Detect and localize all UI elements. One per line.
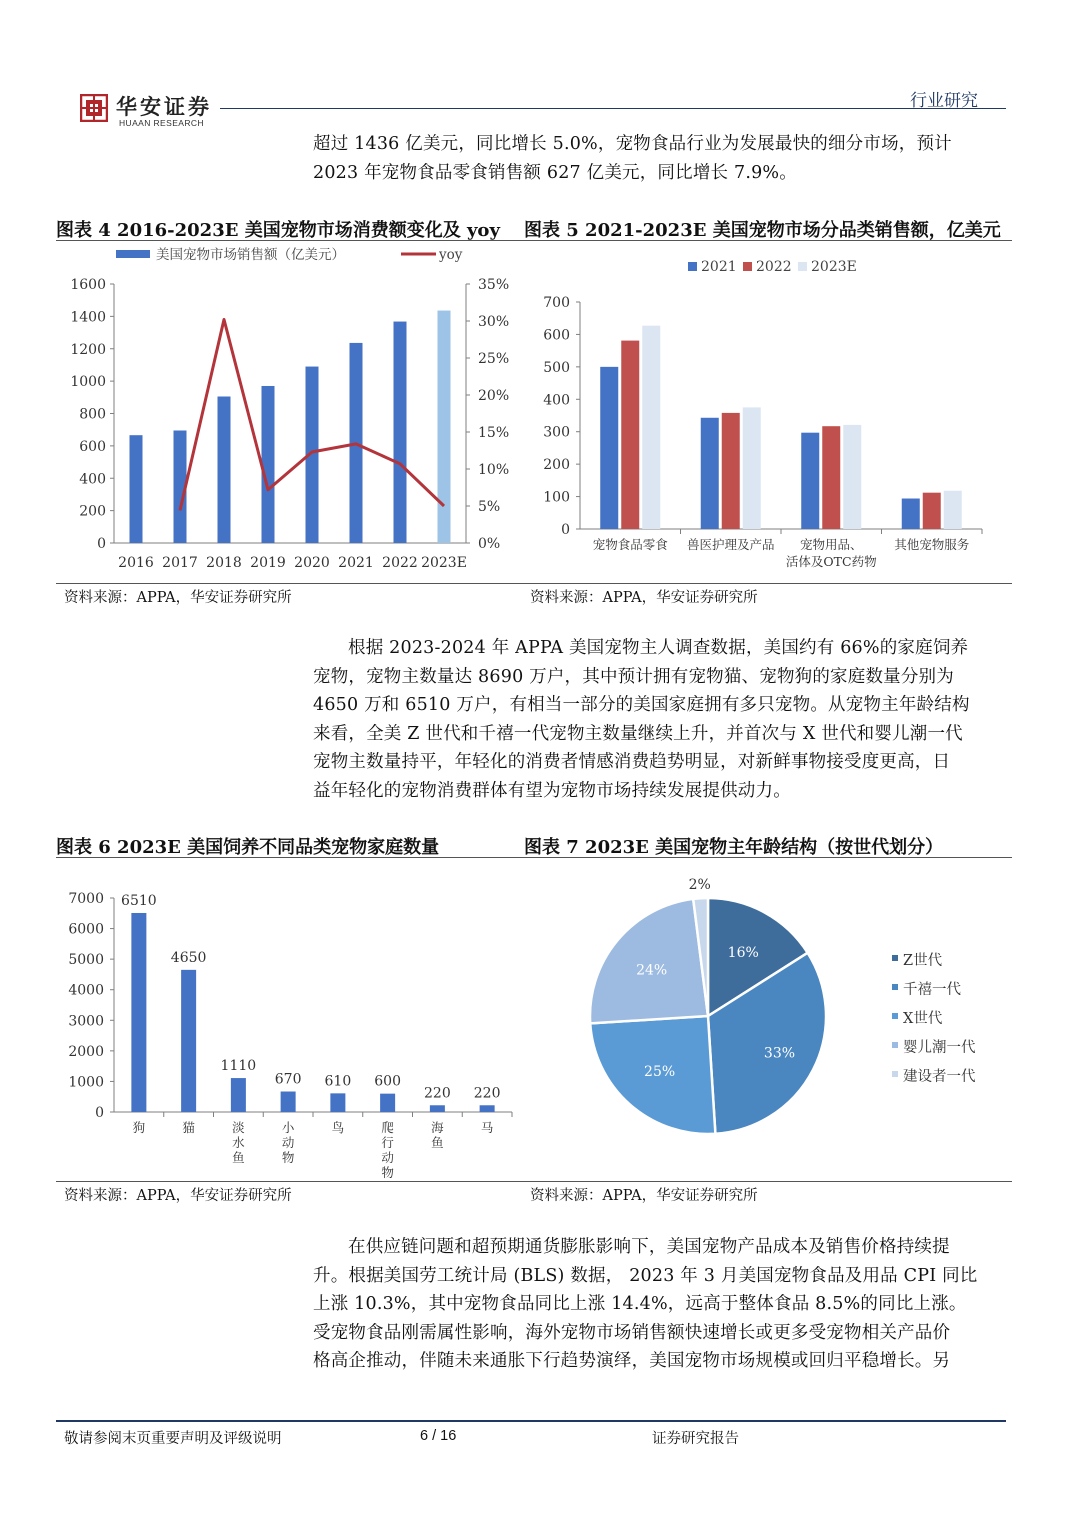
bar-2021-宠物食品零食: [600, 367, 618, 529]
bar-households-小动物: [281, 1092, 296, 1112]
y2-tick-label: 25%: [478, 351, 510, 367]
logo-text-cn: 华安证券: [116, 94, 212, 119]
footer-disclaimer: 敬请参阅末页重要声明及评级说明: [64, 1431, 282, 1447]
pie-label-婴儿潮一代: 24%: [636, 962, 668, 979]
x-tick-label: 2021: [338, 555, 374, 571]
chart-us-pet-market-by-category: [520, 242, 1012, 578]
bar-2021-其他宠物服务: [902, 499, 920, 529]
bar-sales-2019: [262, 386, 275, 543]
data-label: 4650: [170, 949, 207, 966]
y-tick-label: 600: [79, 438, 106, 455]
data-label: 220: [424, 1085, 451, 1102]
y-tick-label: 1000: [68, 1074, 104, 1091]
bar-households-爬行动物: [380, 1094, 395, 1112]
legend-label-建设者一代: 建设者一代: [903, 1069, 976, 1085]
pie-label-千禧一代: 33%: [763, 1045, 796, 1062]
paragraph-inflation-line-1: 在供应链问题和超预期通货膨胀影响下，美国宠物产品成本及销售价格持续提: [348, 1237, 950, 1257]
legend-swatch-2023E: [798, 262, 807, 271]
paragraph-inflation-line-2: 升。根据美国劳工统计局 (BLS) 数据， 2023 年 3 月美国宠物食品及用品 CPI 同比: [313, 1265, 978, 1286]
legend-label-Z世代: Z世代: [903, 953, 943, 969]
pie-label-建设者一代: 2%: [688, 877, 711, 894]
paragraph-survey-line-1: 根据 2023-2024 年 APPA 美国宠物主人调查数据，美国约有 66%的家庭饲养: [348, 638, 969, 658]
y-tick-label: 700: [543, 295, 570, 311]
y-tick-label: 7000: [68, 891, 104, 907]
y-tick-label: 0: [561, 522, 570, 538]
figure-4-5-title-rule: [56, 240, 1012, 241]
bar-2022-其他宠物服务: [923, 493, 941, 529]
x-tick-label: 2016: [118, 555, 154, 571]
bar-households-淡水鱼: [231, 1078, 246, 1112]
y-tick-label: 0: [97, 536, 106, 552]
intro-line-1: 超过 1436 亿美元，同比增长 5.0%，宠物食品行业为发展最快的细分市场，预计: [313, 134, 952, 154]
logo-icon: [80, 94, 108, 122]
legend-label-2022: 2022: [756, 259, 792, 275]
x-tick-label: 其他宠物服务: [894, 537, 970, 552]
y2-tick-label: 0%: [478, 536, 501, 552]
legend-swatch-2022: [743, 262, 752, 271]
bar-sales-2018: [218, 397, 231, 543]
x-tick-label: 2020: [294, 555, 330, 571]
x-tick-label: 小动物: [281, 1120, 295, 1165]
x-tick-label: 宠物食品零食: [592, 537, 668, 552]
legend-swatch-2021: [688, 262, 697, 271]
bar-sales-2016: [130, 435, 143, 543]
figure-6-7-title-rule: [56, 857, 1012, 858]
paragraph-survey-line-3: 4650 万和 6510 万户，有相当一部分的美国家庭拥有多只宠物。从宠物主年龄结构: [313, 695, 970, 715]
y-tick-label: 6000: [68, 921, 104, 938]
y-tick-label: 4000: [68, 982, 104, 999]
chart-pet-households-by-type: [56, 860, 516, 1180]
data-label: 600: [374, 1073, 401, 1090]
bar-households-猫: [181, 970, 196, 1112]
y-tick-label: 800: [79, 406, 106, 423]
legend-label-sales: 美国宠物市场销售额（亿美元）: [156, 247, 345, 263]
intro-line-2: 2023 年宠物食品零食销售额 627 亿美元，同比增长 7.9%。: [313, 162, 797, 183]
x-tick-label: 宠物用品、活体及OTC药物: [785, 537, 877, 569]
pie-slice-婴儿潮一代: [590, 899, 708, 1023]
bar-2023E-宠物用品、活体及OTC药物: [843, 425, 861, 529]
x-tick-label: 2022: [382, 555, 418, 571]
pie-label-X世代: 25%: [644, 1063, 676, 1080]
y-tick-label: 1600: [70, 277, 106, 293]
paragraph-survey-line-2: 宠物，宠物主数量达 8690 万户，其中预计拥有宠物猫、宠物狗的家庭数量分别为: [313, 666, 954, 687]
x-tick-label: 2019: [250, 555, 286, 571]
paragraph-inflation-line-3: 上涨 10.3%，其中宠物食品同比上涨 14.4%，远高于整体食品 8.5%的同比上涨。: [313, 1294, 967, 1314]
intro-paragraph: [313, 130, 1003, 187]
x-tick-label: 狗: [132, 1120, 146, 1135]
paragraph-survey-line-5: 宠物主数量持平，年轻化的消费者情感消费趋势明显，对新鲜事物接受度更高，日: [313, 752, 951, 772]
paragraph-survey-line-6: 益年轻化的宠物消费群体有望为宠物市场持续发展提供动力。: [313, 780, 791, 801]
figure-5-title: 图表 5 2021-2023E 美国宠物市场分品类销售额，亿美元: [524, 220, 1001, 241]
footer-report-type: 证券研究报告: [652, 1431, 739, 1447]
y2-tick-label: 20%: [478, 388, 510, 404]
x-tick-label: 2017: [162, 555, 198, 571]
pie-label-Z世代: 16%: [727, 944, 759, 961]
legend-swatch-千禧一代: [892, 984, 898, 990]
chart-us-pet-market-sales-yoy: [56, 242, 516, 578]
data-label: 6510: [121, 892, 157, 909]
logo-text-en: HUAAN RESEARCH: [119, 118, 204, 128]
legend-swatch-建设者一代: [892, 1071, 898, 1077]
x-tick-label: 2018: [206, 555, 242, 571]
legend-swatch-Z世代: [892, 955, 898, 961]
y-tick-label: 500: [543, 359, 570, 376]
y-tick-label: 3000: [68, 1013, 104, 1030]
legend-label-X世代: X世代: [903, 1011, 943, 1027]
x-tick-label: 淡水鱼: [232, 1120, 245, 1165]
chart-pet-owner-generations: [520, 860, 1012, 1180]
bar-2022-宠物食品零食: [621, 341, 639, 529]
legend-swatch-sales: [116, 250, 150, 258]
legend-swatch-婴儿潮一代: [892, 1042, 898, 1048]
y-tick-label: 400: [79, 471, 106, 488]
figure-7-source: 资料来源：APPA，华安证券研究所: [530, 1188, 758, 1204]
legend-label-千禧一代: 千禧一代: [903, 982, 961, 998]
bar-2023E-其他宠物服务: [944, 491, 962, 529]
y2-tick-label: 30%: [478, 314, 510, 330]
bar-2023E-宠物食品零食: [642, 326, 660, 529]
paragraph-inflation-cpi: [313, 1233, 1003, 1376]
y-tick-label: 200: [79, 503, 106, 520]
figure-4-5-source-rule: [56, 583, 1012, 584]
y-tick-label: 1000: [70, 374, 106, 391]
y-tick-label: 300: [543, 424, 570, 441]
paragraph-inflation-line-5: 格高企推动，伴随未来通胀下行趋势演绎，美国宠物市场规模或回归平稳增长。另: [313, 1351, 951, 1371]
x-tick-label: 海鱼: [431, 1120, 444, 1150]
legend-label-yoy: yoy: [439, 247, 463, 263]
data-label: 670: [274, 1071, 302, 1088]
y-tick-label: 0: [95, 1105, 104, 1121]
legend-label-婴儿潮一代: 婴儿潮一代: [903, 1040, 976, 1056]
y-tick-label: 1400: [70, 309, 106, 326]
footer-page-number: 6 / 16: [420, 1428, 457, 1444]
paragraph-pet-owner-survey: [313, 634, 1003, 805]
data-label: 220: [473, 1085, 501, 1102]
bar-2022-宠物用品、活体及OTC药物: [822, 426, 840, 529]
x-tick-label: 爬行动物: [381, 1120, 394, 1180]
bar-households-鸟: [330, 1093, 345, 1112]
y-tick-label: 1200: [70, 341, 106, 358]
y-tick-label: 600: [543, 327, 570, 344]
figure-6-7-source-rule: [56, 1181, 1012, 1182]
bar-households-马: [480, 1105, 495, 1112]
bar-2021-宠物用品、活体及OTC药物: [801, 433, 819, 529]
bar-households-狗: [131, 913, 146, 1112]
header-section: 行业研究: [910, 91, 978, 111]
header-rule: [220, 108, 1006, 109]
footer-rule: [56, 1420, 1006, 1422]
y2-tick-label: 35%: [478, 277, 510, 293]
x-tick-label: 鸟: [331, 1120, 345, 1135]
bar-sales-2023E: [438, 311, 451, 543]
y2-tick-label: 15%: [478, 425, 510, 441]
y2-tick-label: 5%: [478, 499, 501, 515]
logo-seal-icon: [80, 94, 108, 122]
legend-label-2023E: 2023E: [811, 259, 857, 275]
y-tick-label: 400: [543, 392, 570, 409]
paragraph-inflation-line-4: 受宠物食品刚需属性影响，海外宠物市场销售额快速增长或更多受宠物相关产品价: [313, 1322, 951, 1343]
figure-6-title: 图表 6 2023E 美国饲养不同品类宠物家庭数量: [56, 837, 440, 858]
bar-2021-兽医护理及产品: [701, 418, 719, 529]
y-tick-label: 2000: [68, 1043, 104, 1060]
y-tick-label: 100: [543, 489, 570, 506]
figure-4-title: 图表 4 2016-2023E 美国宠物市场消费额变化及 yoy: [56, 220, 500, 241]
bar-households-海鱼: [430, 1105, 445, 1112]
figure-6-source: 资料来源：APPA，华安证券研究所: [64, 1188, 292, 1204]
y2-tick-label: 10%: [478, 462, 510, 478]
figure-5-source: 资料来源：APPA，华安证券研究所: [530, 590, 758, 606]
bar-2022-兽医护理及产品: [722, 413, 740, 529]
x-tick-label: 猫: [182, 1120, 195, 1135]
figure-7-title: 图表 7 2023E 美国宠物主年龄结构（按世代划分）: [524, 837, 944, 858]
x-tick-label: 2023E: [421, 555, 467, 571]
data-label: 1110: [220, 1058, 257, 1075]
legend-label-2021: 2021: [701, 259, 737, 275]
bar-sales-2022: [394, 322, 407, 543]
data-label: 610: [324, 1073, 352, 1090]
y-tick-label: 200: [543, 457, 570, 474]
y-tick-label: 5000: [68, 952, 104, 969]
bar-2023E-兽医护理及产品: [743, 407, 761, 529]
legend-swatch-X世代: [892, 1013, 898, 1019]
paragraph-survey-line-4: 来看，全美 Z 世代和千禧一代宠物主数量继续上升，并首次与 X 世代和婴儿潮一代: [313, 723, 963, 744]
x-tick-label: 马: [480, 1120, 494, 1135]
figure-4-source: 资料来源：APPA，华安证券研究所: [64, 590, 292, 606]
x-tick-label: 兽医护理及产品: [686, 537, 775, 552]
